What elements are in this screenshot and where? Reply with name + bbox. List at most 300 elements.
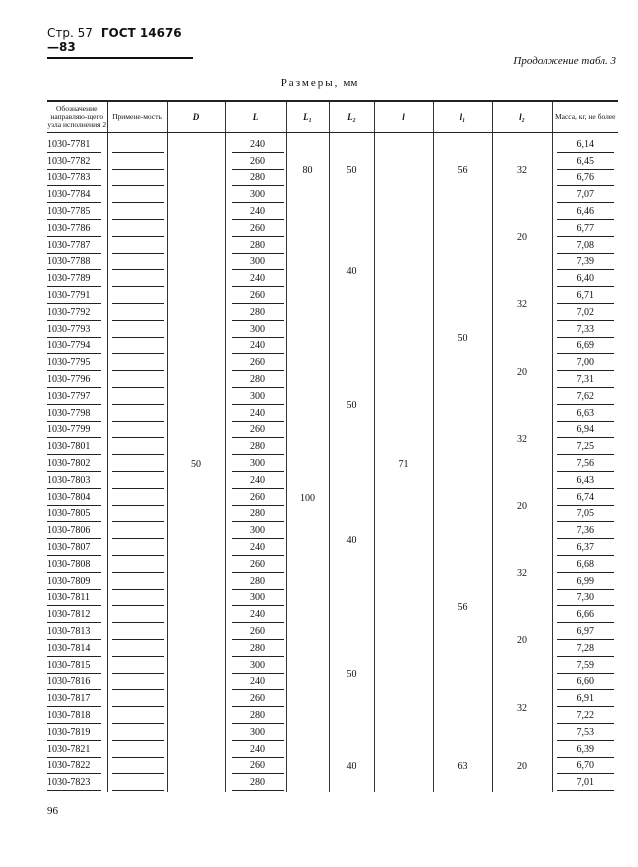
cell-L-value: 300 xyxy=(232,188,284,203)
cell-designation xyxy=(47,523,107,540)
cell-mass xyxy=(552,255,618,272)
cell-L-value: 240 xyxy=(232,743,284,758)
cell-application xyxy=(107,675,167,692)
cell-application-value xyxy=(112,608,164,623)
cell-application-value xyxy=(112,440,164,455)
cell-mass-value: 7,62 xyxy=(557,390,615,405)
cell-designation xyxy=(47,271,107,288)
cell-designation xyxy=(47,507,107,524)
cell-L xyxy=(225,540,286,557)
cell-mass xyxy=(552,641,618,658)
cell-L xyxy=(225,490,286,507)
cell-mass-value: 6,91 xyxy=(557,692,615,707)
cell-l2: 32 xyxy=(492,133,552,205)
cell-L xyxy=(225,691,286,708)
cell-L-value: 260 xyxy=(232,356,284,371)
cell-designation-value: 1030-7794 xyxy=(47,339,101,354)
cell-designation-value: 1030-7802 xyxy=(47,457,101,472)
cell-designation-value: 1030-7787 xyxy=(47,239,101,254)
cell-L xyxy=(225,406,286,423)
cell-application-value xyxy=(112,188,164,203)
col-L: L xyxy=(225,101,286,133)
cell-application xyxy=(107,339,167,356)
cell-l1: 56 xyxy=(433,473,492,742)
cell-application-value xyxy=(112,759,164,774)
cell-mass-value: 7,01 xyxy=(557,776,615,791)
cell-mass xyxy=(552,339,618,356)
cell-designation-value: 1030-7786 xyxy=(47,222,101,237)
page-label: Стр. 57 xyxy=(47,26,93,40)
cell-designation xyxy=(47,288,107,305)
cell-L-value: 280 xyxy=(232,306,284,321)
cell-designation xyxy=(47,557,107,574)
cell-application xyxy=(107,305,167,322)
cell-l2: 32 xyxy=(492,675,552,742)
cell-application-value xyxy=(112,407,164,422)
cell-application xyxy=(107,473,167,490)
cell-designation-value: 1030-7798 xyxy=(47,407,101,422)
cell-designation xyxy=(47,372,107,389)
cell-designation-value: 1030-7801 xyxy=(47,440,101,455)
col-designation: Обозначение направляю-щего узла исполнения 2 xyxy=(47,101,107,133)
cell-mass xyxy=(552,490,618,507)
cell-L-value: 260 xyxy=(232,625,284,640)
cell-designation-value: 1030-7814 xyxy=(47,642,101,657)
cell-L-value: 240 xyxy=(232,272,284,287)
cell-mass-value: 6,63 xyxy=(557,407,615,422)
table-body xyxy=(47,133,618,793)
cell-mass xyxy=(552,557,618,574)
cell-mass-value: 7,53 xyxy=(557,726,615,741)
cell-designation-value: 1030-7807 xyxy=(47,541,101,556)
cell-designation-value: 1030-7812 xyxy=(47,608,101,623)
cell-L xyxy=(225,523,286,540)
cell-L xyxy=(225,389,286,406)
cell-L-value: 260 xyxy=(232,692,284,707)
cell-application xyxy=(107,171,167,188)
cell-application xyxy=(107,221,167,238)
cell-L xyxy=(225,607,286,624)
cell-designation xyxy=(47,423,107,440)
cell-L xyxy=(225,271,286,288)
cell-mass-value: 6,40 xyxy=(557,272,615,287)
cell-mass xyxy=(552,133,618,154)
cell-application xyxy=(107,154,167,171)
cell-designation xyxy=(47,439,107,456)
cell-l2: 20 xyxy=(492,607,552,674)
cell-L-value: 300 xyxy=(232,255,284,270)
cell-application-value xyxy=(112,709,164,724)
cell-L xyxy=(225,507,286,524)
cell-application xyxy=(107,708,167,725)
cell-mass-value: 6,69 xyxy=(557,339,615,354)
cell-mass-value: 7,31 xyxy=(557,373,615,388)
cell-application xyxy=(107,288,167,305)
cell-mass-value: 7,28 xyxy=(557,642,615,657)
dimensions-table xyxy=(47,100,618,792)
cell-L xyxy=(225,456,286,473)
cell-application xyxy=(107,574,167,591)
cell-L xyxy=(225,187,286,204)
cell-l2: 32 xyxy=(492,540,552,607)
cell-designation-value: 1030-7823 xyxy=(47,776,101,791)
cell-application xyxy=(107,355,167,372)
cell-mass xyxy=(552,658,618,675)
cell-l1: 80 xyxy=(286,133,329,205)
cell-L-value: 280 xyxy=(232,575,284,590)
cell-mass-value: 7,30 xyxy=(557,591,615,606)
cell-L-value: 300 xyxy=(232,726,284,741)
col-application: Примене-мость xyxy=(107,101,167,133)
cell-mass xyxy=(552,456,618,473)
cell-L xyxy=(225,372,286,389)
cell-L xyxy=(225,675,286,692)
cell-designation-value: 1030-7818 xyxy=(47,709,101,724)
cell-mass-value: 6,71 xyxy=(557,289,615,304)
cell-application xyxy=(107,523,167,540)
cell-application-value xyxy=(112,356,164,371)
cell-L-value: 260 xyxy=(232,289,284,304)
cell-application-value xyxy=(112,726,164,741)
cell-designation-value: 1030-7808 xyxy=(47,558,101,573)
cell-application xyxy=(107,456,167,473)
cell-designation xyxy=(47,204,107,221)
cell-designation-value: 1030-7791 xyxy=(47,289,101,304)
cell-L-value: 300 xyxy=(232,323,284,338)
cell-application xyxy=(107,742,167,759)
cell-L-value: 260 xyxy=(232,155,284,170)
cell-mass-value: 7,08 xyxy=(557,239,615,254)
cell-mass xyxy=(552,540,618,557)
col-mass: Масса, кг, не более xyxy=(552,101,618,133)
cell-mass-value: 6,43 xyxy=(557,474,615,489)
cell-mass-value: 7,39 xyxy=(557,255,615,270)
cell-l2: 20 xyxy=(492,204,552,271)
cell-l2: 20 xyxy=(492,339,552,406)
cell-mass xyxy=(552,507,618,524)
cell-mass xyxy=(552,708,618,725)
cell-L xyxy=(225,624,286,641)
cell-designation-value: 1030-7789 xyxy=(47,272,101,287)
cell-application xyxy=(107,607,167,624)
table-row xyxy=(47,339,618,356)
cell-designation xyxy=(47,171,107,188)
cell-L-value: 300 xyxy=(232,524,284,539)
cell-application-value xyxy=(112,474,164,489)
cell-l2: 40 xyxy=(329,742,374,792)
cell-designation xyxy=(47,355,107,372)
cell-mass-value: 7,00 xyxy=(557,356,615,371)
cell-mass xyxy=(552,775,618,792)
cell-L xyxy=(225,322,286,339)
cell-L-value: 240 xyxy=(232,608,284,623)
cell-mass-value: 6,45 xyxy=(557,155,615,170)
page-header xyxy=(47,26,193,59)
cell-designation-value: 1030-7809 xyxy=(47,575,101,590)
cell-L xyxy=(225,557,286,574)
cell-application-value xyxy=(112,524,164,539)
cell-L xyxy=(225,305,286,322)
cell-designation-value: 1030-7816 xyxy=(47,675,101,690)
cell-l2: 20 xyxy=(492,742,552,792)
cell-designation xyxy=(47,725,107,742)
cell-L-value: 260 xyxy=(232,491,284,506)
cell-application xyxy=(107,624,167,641)
cell-L xyxy=(225,423,286,440)
cell-L xyxy=(225,238,286,255)
cell-L xyxy=(225,641,286,658)
cell-mass-value: 7,33 xyxy=(557,323,615,338)
cell-designation-value: 1030-7821 xyxy=(47,743,101,758)
cell-designation xyxy=(47,540,107,557)
col-D: D xyxy=(167,101,225,133)
cell-application xyxy=(107,507,167,524)
cell-L xyxy=(225,255,286,272)
cell-application-value xyxy=(112,675,164,690)
cell-application-value xyxy=(112,575,164,590)
cell-mass xyxy=(552,423,618,440)
cell-L xyxy=(225,288,286,305)
cell-mass xyxy=(552,591,618,608)
cell-mass-value: 6,97 xyxy=(557,625,615,640)
cell-designation xyxy=(47,133,107,154)
cell-designation xyxy=(47,406,107,423)
dimensions-caption-text: Размеры, xyxy=(280,77,340,89)
cell-L xyxy=(225,339,286,356)
table-continuation-label: Продолжение табл. 3 xyxy=(513,55,616,67)
cell-application xyxy=(107,238,167,255)
cell-L xyxy=(225,154,286,171)
cell-designation-value: 1030-7822 xyxy=(47,759,101,774)
cell-designation xyxy=(47,574,107,591)
cell-L xyxy=(225,591,286,608)
cell-designation-value: 1030-7788 xyxy=(47,255,101,270)
table-row xyxy=(47,204,618,221)
dimensions-caption xyxy=(0,77,638,89)
cell-application-value xyxy=(112,390,164,405)
cell-application-value xyxy=(112,373,164,388)
cell-L-value: 240 xyxy=(232,407,284,422)
cell-designation xyxy=(47,691,107,708)
cell-application-value xyxy=(112,423,164,438)
cell-mass xyxy=(552,154,618,171)
cell-L-value: 280 xyxy=(232,239,284,254)
cell-l2: 32 xyxy=(492,271,552,338)
cell-L-value: 280 xyxy=(232,642,284,657)
cell-L-value: 280 xyxy=(232,373,284,388)
cell-designation-value: 1030-7797 xyxy=(47,390,101,405)
cell-application xyxy=(107,406,167,423)
cell-designation xyxy=(47,238,107,255)
cell-mass xyxy=(552,439,618,456)
cell-application-value xyxy=(112,138,164,153)
cell-L-value: 280 xyxy=(232,776,284,791)
cell-mass-value: 6,77 xyxy=(557,222,615,237)
cell-L xyxy=(225,758,286,775)
cell-application-value xyxy=(112,625,164,640)
cell-application-value xyxy=(112,776,164,791)
cell-mass xyxy=(552,675,618,692)
cell-designation xyxy=(47,187,107,204)
cell-L xyxy=(225,574,286,591)
cell-mass xyxy=(552,221,618,238)
cell-mass-value: 6,14 xyxy=(557,138,615,153)
cell-designation-value: 1030-7785 xyxy=(47,205,101,220)
cell-designation-value: 1030-7795 xyxy=(47,356,101,371)
cell-application-value xyxy=(112,171,164,186)
cell-designation xyxy=(47,490,107,507)
cell-mass xyxy=(552,607,618,624)
cell-designation-value: 1030-7805 xyxy=(47,507,101,522)
cell-d: 50 xyxy=(167,133,225,793)
cell-L-value: 260 xyxy=(232,222,284,237)
cell-mass-value: 7,59 xyxy=(557,659,615,674)
cell-l1: 50 xyxy=(433,204,492,473)
cell-designation xyxy=(47,456,107,473)
cell-l2: 40 xyxy=(329,473,374,607)
cell-application xyxy=(107,557,167,574)
cell-application-value xyxy=(112,222,164,237)
cell-l2: 32 xyxy=(492,406,552,473)
cell-l1: 56 xyxy=(433,133,492,205)
cell-L-value: 240 xyxy=(232,541,284,556)
cell-designation-value: 1030-7819 xyxy=(47,726,101,741)
cell-L xyxy=(225,133,286,154)
cell-mass-value: 7,07 xyxy=(557,188,615,203)
cell-application xyxy=(107,725,167,742)
cell-application-value xyxy=(112,205,164,220)
cell-application xyxy=(107,540,167,557)
cell-mass xyxy=(552,355,618,372)
cell-designation xyxy=(47,473,107,490)
col-L2: L₂ xyxy=(329,101,374,133)
cell-mass xyxy=(552,624,618,641)
cell-application-value xyxy=(112,155,164,170)
cell-l1: 63 xyxy=(433,742,492,792)
cell-L-value: 300 xyxy=(232,659,284,674)
cell-L-value: 280 xyxy=(232,507,284,522)
cell-application-value xyxy=(112,255,164,270)
cell-l2: 50 xyxy=(329,607,374,741)
cell-application xyxy=(107,758,167,775)
cell-designation xyxy=(47,658,107,675)
cell-L-value: 240 xyxy=(232,205,284,220)
cell-application-value xyxy=(112,642,164,657)
page-number: 96 xyxy=(47,805,58,817)
cell-L xyxy=(225,204,286,221)
cell-designation xyxy=(47,624,107,641)
cell-mass xyxy=(552,574,618,591)
cell-application xyxy=(107,641,167,658)
col-l: l xyxy=(374,101,433,133)
cell-l2: 50 xyxy=(329,133,374,205)
cell-L-value: 240 xyxy=(232,675,284,690)
cell-designation xyxy=(47,339,107,356)
cell-application-value xyxy=(112,491,164,506)
cell-mass-value: 6,37 xyxy=(557,541,615,556)
cell-application-value xyxy=(112,272,164,287)
cell-designation xyxy=(47,742,107,759)
cell-designation xyxy=(47,221,107,238)
cell-L xyxy=(225,473,286,490)
standard-number: ГОСТ 14676—83 xyxy=(47,26,182,54)
cell-L-value: 260 xyxy=(232,558,284,573)
cell-application-value xyxy=(112,306,164,321)
cell-designation-value: 1030-7799 xyxy=(47,423,101,438)
cell-mass xyxy=(552,305,618,322)
cell-mass-value: 6,76 xyxy=(557,171,615,186)
cell-designation-value: 1030-7811 xyxy=(47,591,101,606)
cell-L-value: 260 xyxy=(232,759,284,774)
cell-designation xyxy=(47,591,107,608)
cell-L xyxy=(225,171,286,188)
cell-mass-value: 7,02 xyxy=(557,306,615,321)
table-row xyxy=(47,742,618,759)
cell-application xyxy=(107,691,167,708)
cell-application xyxy=(107,439,167,456)
cell-designation xyxy=(47,305,107,322)
cell-designation-value: 1030-7813 xyxy=(47,625,101,640)
cell-L-value: 300 xyxy=(232,591,284,606)
cell-L-value: 260 xyxy=(232,423,284,438)
cell-L-value: 240 xyxy=(232,138,284,153)
cell-application xyxy=(107,255,167,272)
table-row xyxy=(47,133,618,154)
cell-L-value: 280 xyxy=(232,440,284,455)
cell-application-value xyxy=(112,339,164,354)
cell-mass xyxy=(552,238,618,255)
cell-mass xyxy=(552,204,618,221)
cell-L xyxy=(225,658,286,675)
cell-application-value xyxy=(112,541,164,556)
cell-application-value xyxy=(112,558,164,573)
cell-designation xyxy=(47,758,107,775)
cell-designation xyxy=(47,708,107,725)
cell-mass xyxy=(552,322,618,339)
cell-mass-value: 6,99 xyxy=(557,575,615,590)
cell-application-value xyxy=(112,659,164,674)
cell-mass-value: 6,94 xyxy=(557,423,615,438)
cell-l2: 20 xyxy=(492,473,552,540)
cell-mass xyxy=(552,389,618,406)
cell-application xyxy=(107,271,167,288)
cell-application-value xyxy=(112,239,164,254)
cell-application-value xyxy=(112,743,164,758)
cell-application xyxy=(107,389,167,406)
cell-l2: 40 xyxy=(329,204,374,338)
cell-mass xyxy=(552,725,618,742)
dimensions-unit: мм xyxy=(343,77,358,89)
cell-designation-value: 1030-7817 xyxy=(47,692,101,707)
cell-mass-value: 6,46 xyxy=(557,205,615,220)
cell-L xyxy=(225,221,286,238)
cell-mass-value: 7,22 xyxy=(557,709,615,724)
cell-mass xyxy=(552,742,618,759)
cell-mass xyxy=(552,473,618,490)
cell-L-value: 240 xyxy=(232,339,284,354)
cell-designation-value: 1030-7806 xyxy=(47,524,101,539)
cell-application xyxy=(107,775,167,792)
table-header-row xyxy=(47,101,618,133)
cell-L-value: 300 xyxy=(232,390,284,405)
cell-mass xyxy=(552,171,618,188)
cell-designation xyxy=(47,255,107,272)
col-l2: l₂ xyxy=(492,101,552,133)
cell-mass xyxy=(552,406,618,423)
cell-designation-value: 1030-7781 xyxy=(47,138,101,153)
cell-application xyxy=(107,423,167,440)
cell-mass xyxy=(552,691,618,708)
